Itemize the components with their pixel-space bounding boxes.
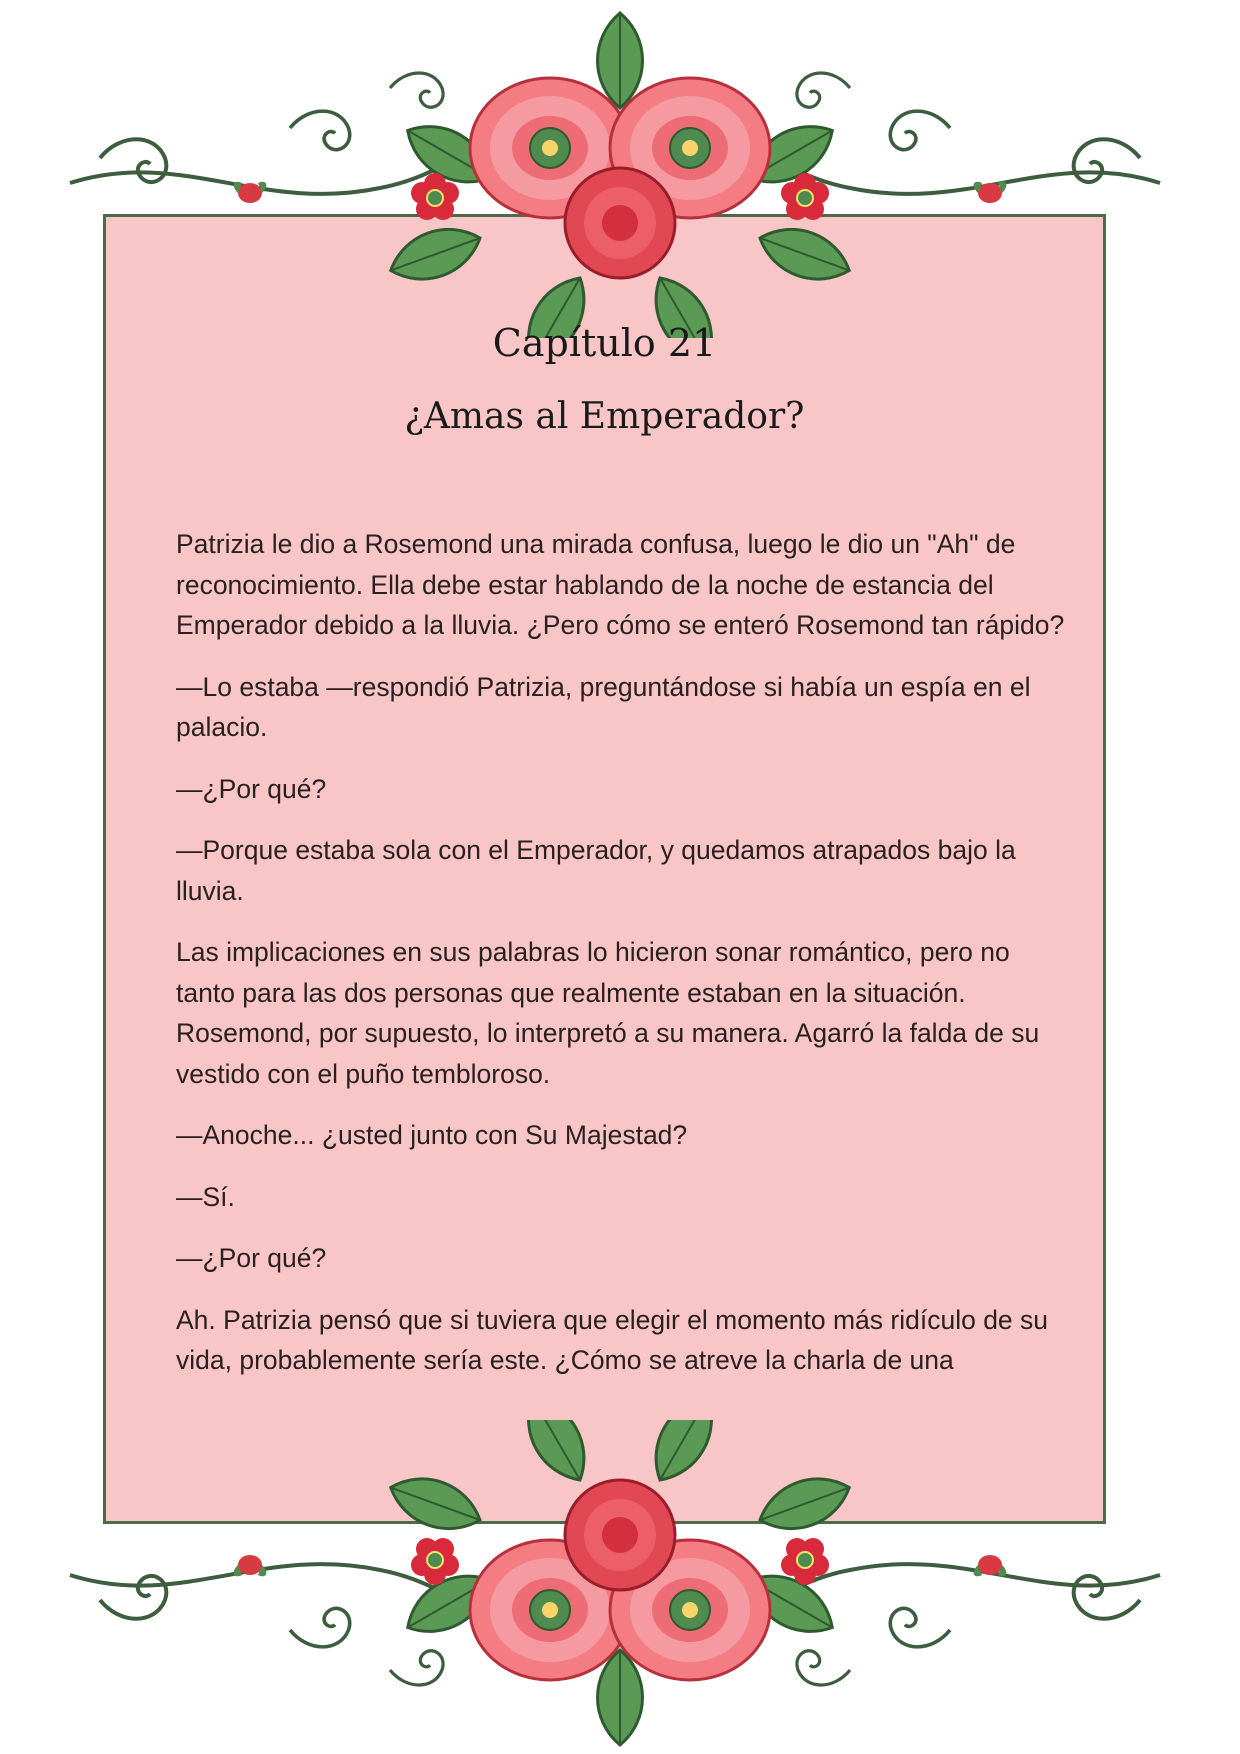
paragraph: —Sí.	[176, 1181, 235, 1212]
chapter-title: Capítulo 21	[492, 321, 717, 365]
paragraph: —Anoche... ¿usted junto con Su Majestad?	[176, 1120, 688, 1150]
paragraph: —Lo estaba —respondió Patrizia, preguntándose si había un espía en el palacio.	[176, 671, 1031, 742]
paragraph: —¿Por qué?	[176, 1243, 327, 1273]
paragraph: —¿Por qué?	[176, 773, 327, 804]
paragraph: Patrizia le dio a Rosemond una mirada confusa, luego le dio un "Ah" de reconocimiento. Ella debe estar hablando de la noche de estancia del Emperador debido a la lluvia. ¿Pero cómo se enteró Rosemond tan rápido?	[176, 529, 1065, 640]
paragraph: —Porque estaba sola con el Emperador, y quedamos atrapados bajo la lluvia.	[176, 835, 1016, 906]
chapter-heading	[103, 318, 1106, 442]
floral-ornament-bottom-icon	[60, 1420, 1180, 1750]
paragraph: Ah. Patrizia pensó que si tuviera que elegir el momento más ridículo de su vida, probablemente sería este. ¿Cómo se atreve la charla de una	[176, 1304, 1049, 1375]
floral-ornament-top-icon	[60, 8, 1180, 338]
paragraph: Las implicaciones en sus palabras lo hicieron sonar romántico, pero no tanto para las dos personas que realmente estaban en la situación. Rosemond, por supuesto, lo interpretó a su manera. Agarró la falda de su vestido con el puño tembloroso.	[176, 937, 1040, 1089]
chapter-subtitle: ¿Amas al Emperador?	[404, 396, 805, 437]
chapter-body	[176, 524, 1076, 1402]
